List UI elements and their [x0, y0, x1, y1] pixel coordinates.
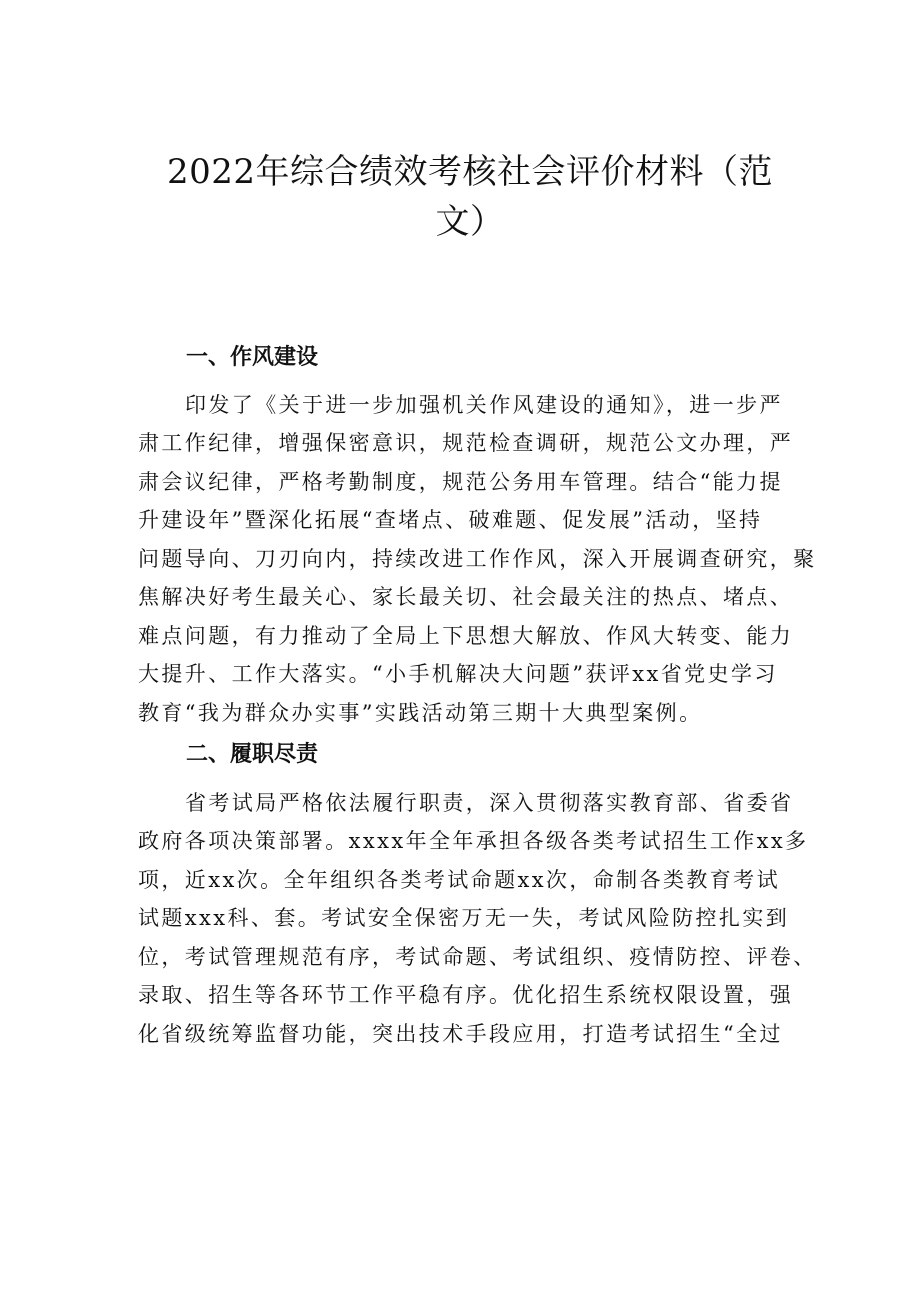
paragraph-line: 项，近xx次。全年组织各类考试命题xx次，命制各类教育考试	[138, 868, 780, 892]
paragraph-line: 录取、招生等各环节工作平稳有序。优化招生系统权限设置，强	[138, 983, 794, 1007]
paragraph-line: 问题导向、刀刃向内，持续改进工作作风，深入开展调查研究，聚	[138, 547, 817, 571]
paragraph-line: 焦解决好考生最关心、家长最关切、社会最关注的热点、堵点、	[138, 585, 794, 609]
section-heading-duty-performance: 二、履职尽责	[186, 742, 319, 767]
paragraph-line: 位，考试管理规范有序，考试命题、考试组织、疫情防控、评卷、	[138, 945, 817, 969]
paragraph-line: 省考试局严格依法履行职责，深入贯彻落实教育部、省委省	[185, 791, 794, 815]
paragraph-line: 大提升、工作大落实。“小手机解决大问题”获评xx省党史学习	[138, 662, 778, 686]
paragraph-line: 难点问题，有力推动了全局上下思想大解放、作风大转变、能力	[138, 624, 794, 648]
paragraph-line: 试题xxx科、套。考试安全保密万无一失，考试风险防控扎实到	[138, 906, 790, 930]
paragraph-line: 肃会议纪律，严格考勤制度，规范公务用车管理。结合“能力提	[138, 470, 783, 494]
document-title-line-1: 2022年综合绩效考核社会评价材料（范	[166, 152, 774, 192]
paragraph-line: 化省级统筹监督功能，突出技术手段应用，打造考试招生“全过	[138, 1022, 783, 1046]
paragraph-line: 肃工作纪律，增强保密意识，规范检查调研，规范公文办理，严	[138, 431, 794, 455]
paragraph-line: 升建设年”暨深化拓展“查堵点、破难题、促发展”活动，坚持	[138, 508, 763, 532]
section-heading-work-style: 一、作风建设	[186, 345, 319, 370]
paragraph-line: 政府各项决策部署。xxxx年全年承担各级各类考试招生工作xx多	[138, 829, 809, 853]
document-title-line-2: 文）	[435, 202, 505, 242]
paragraph-line: 印发了《关于进一步加强机关作风建设的通知》，进一步严	[185, 393, 783, 417]
paragraph-line: 教育“我为群众办实事”实践活动第三期十大典型案例。	[138, 701, 703, 725]
